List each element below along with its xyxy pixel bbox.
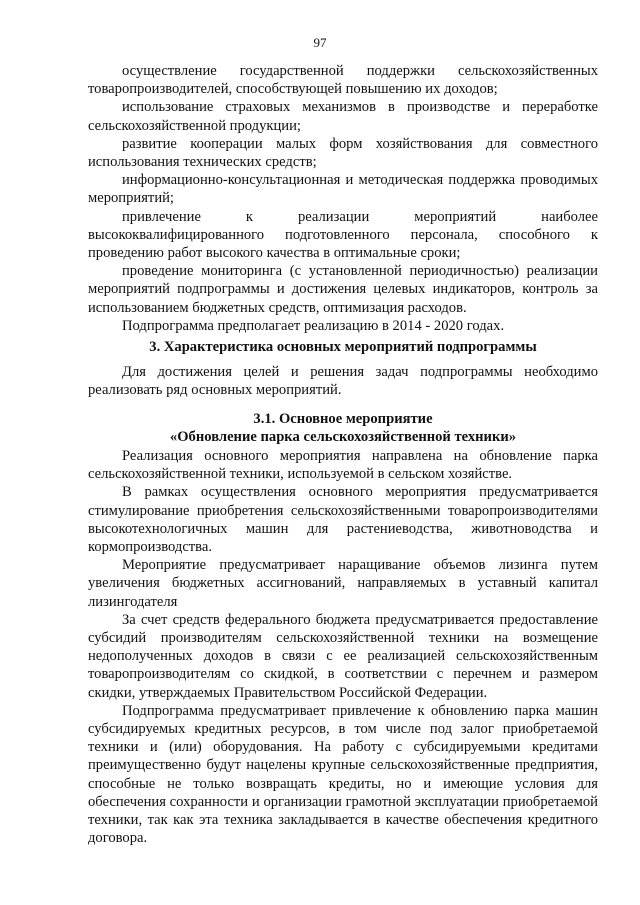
list-item: привлечение к реализации мероприятий наиболее высококвалифицированного подготовленного персонала, способного к проведению работ высокого качества в оптимальные сроки;	[88, 208, 598, 262]
list-item: использование страховых механизмов в производстве и переработке сельскохозяйственной продукции;	[88, 99, 598, 134]
section-3-heading: 3. Характеристика основных мероприятий подпрограммы	[149, 339, 537, 355]
list-item: развитие кооперации малых форм хозяйствования для совместного использования технических средств;	[88, 135, 598, 171]
section-3-intro: Для достижения целей и решения задач подпрограммы необходимо реализовать ряд основных мероприятий.	[88, 364, 598, 399]
list-item: осуществление государственной поддержки сельскохозяйственных товаропроизводителей, способствующей повышению их доходов;	[88, 63, 598, 98]
subsection-3-1-heading-line2: «Обновление парка сельскохозяйственной техники»	[169, 429, 517, 446]
body-paragraph: В рамках осуществления основного мероприятия предусматривается стимулирование приобретения сельскохозяйственными товаропроизводителями высокотехнологичных машин для растениеводства, животноводства и кормопроизводства.	[88, 484, 598, 556]
list-item: Подпрограмма предполагает реализацию в 2014 - 2020 годах.	[122, 317, 505, 334]
section-3-intro-block	[88, 363, 598, 399]
subsection-3-1-body	[88, 447, 598, 847]
body-paragraph: Мероприятие предусматривает наращивание объемов лизинга путем увеличения бюджетных ассигнований, направляемых в уставный капитал лизингодателя	[88, 557, 598, 610]
section-3-heading-block	[88, 338, 598, 356]
body-paragraph: Подпрограмма предусматривает привлечение к обновлению парка машин субсидируемых кредитных ресурсов, в том числе под залог приобретаемой техники и (или) оборудования. На работу с субсидируемыми кредитами преимущественно будут нацелены крупные сельскохозяйственные предприятия, способные не только возвращать кредиты, но и имеющие условия для обеспечения сохранности и организации грамотной эксплуатации приобретаемой техники, так как эта техника закладывается в качестве обеспечения кредитного договора.	[88, 702, 598, 847]
body-paragraph: За счет средств федерального бюджета предусматривается предоставление субсидий производителям сельскохозяйственной техники на возмещение недополученных доходов в связи с ее реализацией сельскохозяйственным товаропроизводителям со скидкой, в соответствии с перечнем и размером скидки, утверждаемых Правительством Российской Федерации.	[88, 611, 598, 701]
subsection-3-1-heading-line1: 3.1. Основное мероприятие	[253, 411, 433, 427]
list-item: информационно-консультационная и методическая поддержка проводимых мероприятий;	[88, 172, 598, 207]
list-item: проведение мониторинга (с установленной периодичностью) реализации мероприятий подпрограммы и достижения целевых индикаторов, контроль за использованием бюджетных средств, оптимизация расходов.	[88, 263, 598, 316]
body-paragraph: Реализация основного мероприятия направлена на обновление парка сельскохозяйственной техники, используемой в сельском хозяйстве.	[88, 448, 598, 483]
intro-list	[88, 62, 598, 335]
subsection-3-1-heading-block	[88, 410, 598, 446]
page-number: 97	[313, 35, 327, 50]
